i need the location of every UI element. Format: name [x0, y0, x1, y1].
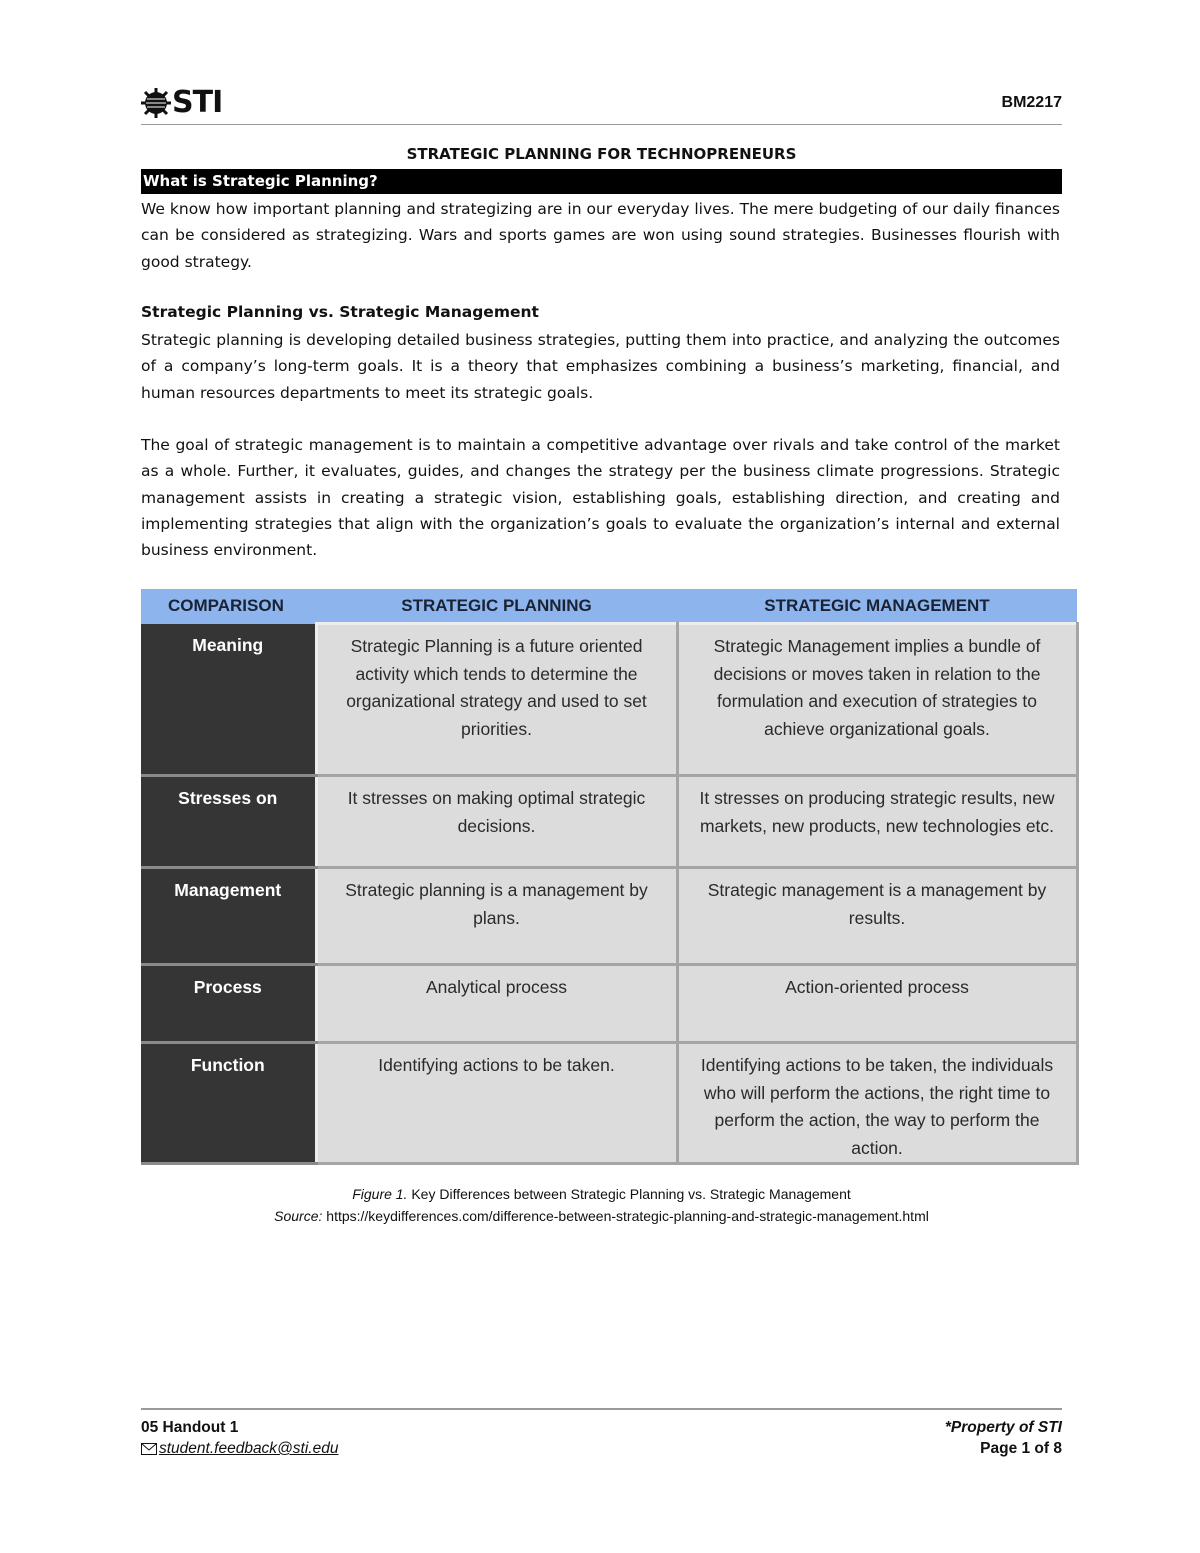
row-label: Process [141, 965, 316, 1043]
row-label: Management [141, 868, 316, 965]
row-label: Meaning [141, 624, 316, 776]
envelope-icon [141, 1443, 157, 1455]
table-row [141, 965, 1077, 1043]
header-comparison: COMPARISON [141, 589, 316, 624]
management-paragraph: The goal of strategic management is to maintain a competitive advantage over rivals and take control of the market as a whole. Further, it evaluates, guides, and changes the strategy per the business climate progressions. Strategic management assists in creating a strategic vision, establishing goals, establishing direction, and creating and implementing strategies that align with the organization’s goals to evaluate the organization’s internal and external business environment. [141, 436, 1060, 560]
feedback-email[interactable]: student.feedback@sti.edu [159, 1440, 339, 1457]
management-cell: Strategic Management implies a bundle of decisions or moves taken in relation to the formulation and execution of strategies to achieve organizational goals. [677, 624, 1077, 776]
document-page [141, 0, 1062, 1553]
header-strategic-planning: STRATEGIC PLANNING [316, 589, 677, 624]
table-row [141, 868, 1077, 965]
page-header [141, 84, 1062, 125]
planning-paragraph: Strategic planning is developing detailed business strategies, putting them into practice, and analyzing the outcomes of a company’s long-term goals. It is a theory that emphasizes combining a business’s marketing, financial, and human resources departments to meet its strategic goals. [141, 331, 1060, 402]
figure-text: Key Differences between Strategic Planning vs. Strategic Management [411, 1186, 851, 1202]
section-heading-bar: What is Strategic Planning? [141, 169, 1062, 194]
page-footer [141, 1408, 1062, 1470]
planning-cell: Strategic Planning is a future oriented activity which tends to determine the organizational strategy and used to set priorities. [316, 624, 677, 776]
comparison-table [141, 589, 1079, 1165]
planning-cell: Identifying actions to be taken. [316, 1043, 677, 1164]
intro-paragraph: We know how important planning and strategizing are in our everyday lives. The mere budgeting of our daily finances can be considered as strategizing. Wars and sports games are won using sound strategies. Businesses flourish with good strategy. [141, 200, 1060, 271]
row-label: Function [141, 1043, 316, 1164]
management-cell: Action-oriented process [677, 965, 1077, 1043]
row-label: Stresses on [141, 776, 316, 868]
page-number: Page 1 of 8 [980, 1440, 1062, 1457]
figure-label: Figure 1. [352, 1186, 408, 1202]
subsection-heading: Strategic Planning vs. Strategic Management [141, 303, 539, 321]
header-strategic-management: STRATEGIC MANAGEMENT [677, 589, 1077, 624]
course-code: BM2217 [1001, 94, 1062, 111]
management-cell: It stresses on producing strategic results, new markets, new products, new technologies etc. [677, 776, 1077, 868]
handout-label: 05 Handout 1 [141, 1419, 239, 1436]
table-header-row [141, 589, 1077, 624]
feedback-link[interactable] [141, 1440, 338, 1458]
table-row [141, 624, 1077, 776]
table-row [141, 1043, 1077, 1164]
management-cell: Identifying actions to be taken, the individuals who will perform the actions, the right time to perform the action, the way to perform the action. [677, 1043, 1077, 1164]
planning-cell: Strategic planning is a management by plans. [316, 868, 677, 965]
source-label: Source: [274, 1208, 323, 1224]
property-label: *Property of STI [944, 1419, 1062, 1436]
document-title: STRATEGIC PLANNING FOR TECHNOPRENEURS [406, 145, 797, 163]
source-url: https://keydifferences.com/difference-between-strategic-planning-and-strategic-management.html [326, 1208, 929, 1224]
sti-logo-icon [141, 88, 171, 118]
sti-logo [141, 86, 222, 120]
logo-text: STI [172, 85, 223, 120]
planning-cell: Analytical process [316, 965, 677, 1043]
management-cell: Strategic management is a management by results. [677, 868, 1077, 965]
figure-source [141, 1208, 1062, 1224]
planning-cell: It stresses on making optimal strategic decisions. [316, 776, 677, 868]
table-row [141, 776, 1077, 868]
figure-caption [141, 1186, 1062, 1202]
